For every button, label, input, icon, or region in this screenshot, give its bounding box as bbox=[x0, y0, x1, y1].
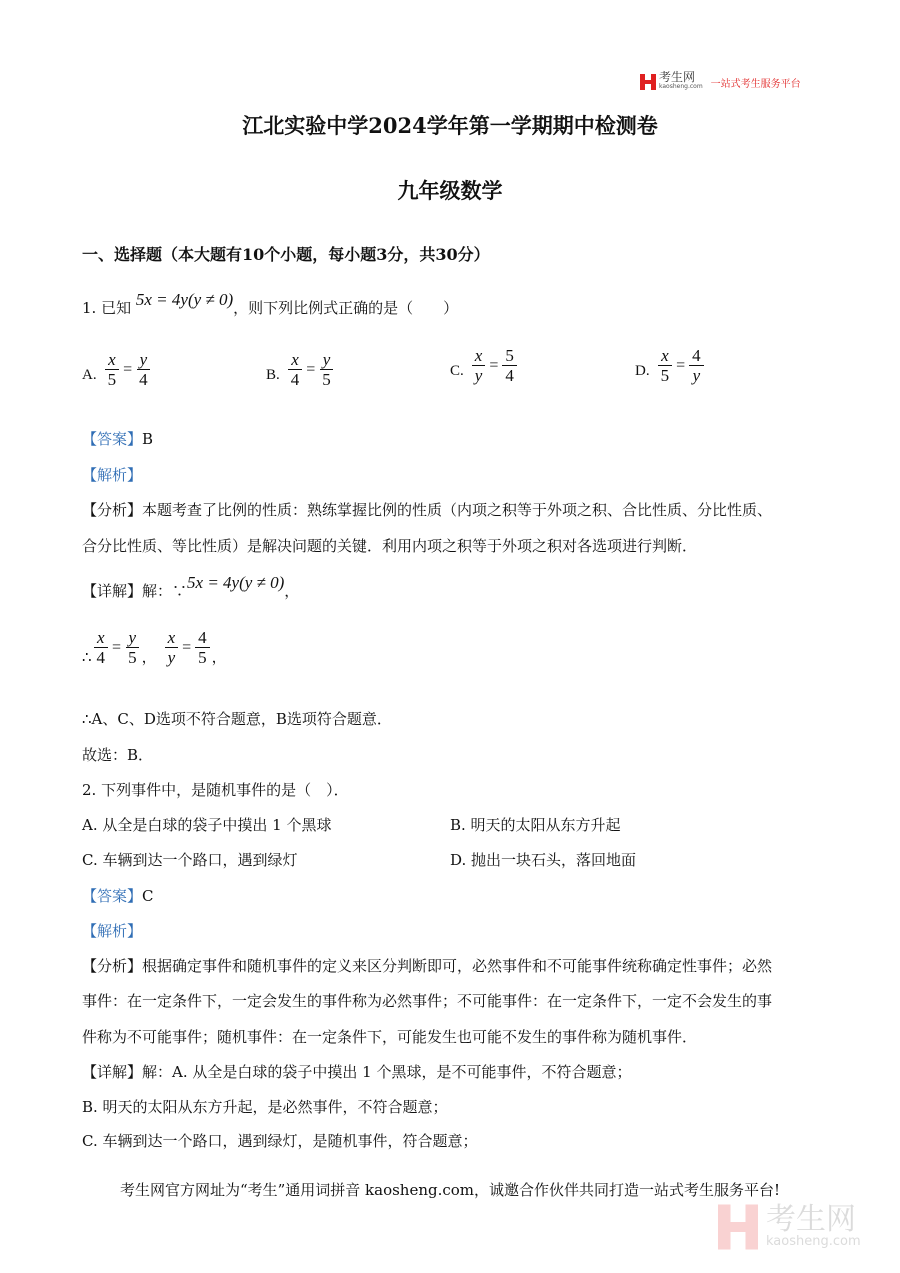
q2-fenxi-1 bbox=[82, 956, 772, 976]
frac-den: 5 bbox=[660, 366, 670, 385]
q2-fenxi-3: 件称为不可能事件；随机事件：在一定条件下，可能发生也可能不发生的事件称为随机事件． bbox=[82, 1028, 698, 1046]
q1-guxuan: 故选：B． bbox=[82, 746, 154, 764]
frac-num: x bbox=[105, 350, 119, 370]
answer-value: B bbox=[142, 430, 154, 448]
frac-den: 4 bbox=[290, 370, 300, 389]
q2-fenxi-2: 事件：在一定条件下，一定会发生的事件称为必然事件；不可能事件：在一定条件下，一定不会发生的事 bbox=[82, 992, 773, 1010]
q2-xiangjie-1 bbox=[82, 1062, 631, 1082]
fenxi-text: 本题考查了比例的性质：熟练掌握比例的性质（内项之积等于外项之积、合比性质、分比性质、 bbox=[142, 501, 773, 519]
frac-num: y bbox=[320, 350, 334, 370]
frac-num: y bbox=[126, 628, 140, 648]
frac-num: 4 bbox=[689, 346, 704, 366]
watermark-logo-icon bbox=[718, 1204, 758, 1250]
q1-suffix: ，则下列比例式正确的是（ ） bbox=[233, 299, 459, 317]
q1-conclusion: ∴A、C、D选项不符合题意，B选项符合题意． bbox=[82, 710, 392, 728]
xiangjie-tag: 【详解】 bbox=[82, 1063, 143, 1081]
q1-derivation: ∴ $\frac{x}{4}$ = $\frac{y}{5}$ ， $\frac{x}{y}$ = $\frac{4}{5}$ ， bbox=[82, 628, 227, 667]
frac-den: y bbox=[692, 366, 701, 385]
q1-stem bbox=[82, 290, 459, 318]
frac-num: x bbox=[94, 628, 108, 648]
frac-num: x bbox=[165, 628, 179, 648]
footer-text: 考生网官方网址为“考生”通用词拼音 kaosheng.com，诚邀合作伙伴共同打造一站式考生服务平台! bbox=[119, 1181, 781, 1199]
q1-fenxi-2: 合分比性质、等比性质）是解决问题的关键．利用内项之积等于外项之积对各选项进行判断． bbox=[82, 537, 698, 555]
logo-slogan: 一站式考生服务平台 bbox=[710, 78, 801, 90]
q1-xiangjie: 【详解】解：∵5x = 4y(y ≠ 0)， bbox=[82, 573, 300, 600]
q2-option-b: B. 明天的太阳从东方升起 bbox=[450, 816, 621, 834]
q1-option-c: C. $\frac{x}{y}$ = $\frac{5}{4}$ bbox=[450, 346, 519, 385]
q2-xiangjie-3: C. 车辆到达一个路口，遇到绿灯，是随机事件，符合题意； bbox=[82, 1132, 478, 1150]
q2-xiangjie-2: B. 明天的太阳从东方升起，是必然事件，不符合题意； bbox=[82, 1098, 448, 1116]
answer-tag: 【答案】 bbox=[82, 430, 143, 448]
option-label: A. bbox=[82, 367, 97, 383]
frac-num: x bbox=[658, 346, 672, 366]
frac-den: y bbox=[167, 648, 176, 667]
kaosheng-logo bbox=[640, 72, 801, 92]
logo-domain: kaosheng.com bbox=[659, 83, 703, 90]
q1-prefix: 1. 已知 bbox=[82, 299, 132, 317]
page-title: 江北实验中学2024学年第一学期期中检测卷 bbox=[242, 113, 658, 138]
frac-den: 5 bbox=[198, 648, 207, 667]
frac-num: y bbox=[137, 350, 151, 370]
frac-num: x bbox=[288, 350, 302, 370]
frac-den: y bbox=[474, 366, 483, 385]
answer-value: C bbox=[142, 887, 154, 905]
q1-answer bbox=[82, 429, 153, 449]
xiangjie-tag: 【详解】 bbox=[82, 582, 143, 600]
q2-answer bbox=[82, 886, 154, 906]
q2-option-d: D. 抛出一块石头，落回地面 bbox=[450, 851, 637, 869]
frac-den: 5 bbox=[107, 370, 117, 389]
logo-text: 考生网 bbox=[659, 70, 696, 84]
q2-option-a: A. 从全是白球的袋子中摸出 1 个黑球 bbox=[82, 816, 332, 834]
xiangjie-text: 解：A. 从全是白球的袋子中摸出 1 个黑球，是不可能事件，不符合题意； bbox=[142, 1063, 632, 1081]
answer-tag: 【答案】 bbox=[82, 887, 143, 905]
fenxi-tag: 【分析】 bbox=[82, 501, 143, 519]
kaosheng-logo-icon bbox=[640, 74, 656, 90]
frac-den: 5 bbox=[322, 370, 331, 389]
q2-option-c: C. 车辆到达一个路口，遇到绿灯 bbox=[82, 851, 298, 869]
frac-den: 4 bbox=[505, 366, 514, 385]
q2-stem: 2. 下列事件中，是随机事件的是（ ）． bbox=[82, 781, 349, 799]
q1-option-d: D. $\frac{x}{5}$ = $\frac{4}{y}$ bbox=[635, 346, 706, 385]
q1-fenxi-1 bbox=[82, 500, 772, 520]
watermark-domain: kaosheng.com bbox=[766, 1234, 861, 1249]
frac-den: 4 bbox=[96, 648, 106, 667]
q1-option-b: B. $\frac{x}{4}$ = $\frac{y}{5}$ bbox=[266, 350, 336, 389]
frac-num: 5 bbox=[502, 346, 517, 366]
q1-analysis-tag: 【解析】 bbox=[82, 466, 143, 484]
option-label: C. bbox=[450, 363, 464, 379]
therefore-symbol: ∴ bbox=[82, 647, 92, 666]
section-heading: 一、选择题（本大题有10个小题，每小题3分，共30分） bbox=[82, 245, 490, 264]
watermark-text: 考生网 bbox=[766, 1202, 856, 1237]
frac-num: x bbox=[472, 346, 486, 366]
page-subtitle: 九年级数学 bbox=[397, 178, 503, 203]
kaosheng-watermark bbox=[718, 1204, 861, 1250]
fenxi-tag: 【分析】 bbox=[82, 957, 143, 975]
q1-condition: 5x = 4y(y ≠ 0) bbox=[135, 290, 234, 309]
frac-den: 5 bbox=[128, 648, 137, 667]
condition-formula: 5x = 4y(y ≠ 0) bbox=[187, 573, 285, 592]
fenxi-text: 根据确定事件和随机事件的定义来区分判断即可，必然事件和不可能事件统称确定性事件；必然 bbox=[142, 957, 773, 975]
frac-num: 4 bbox=[195, 628, 210, 648]
q2-analysis-tag: 【解析】 bbox=[82, 922, 143, 940]
xiangjie-text: 解：∵ bbox=[142, 582, 188, 600]
q1-option-a: A. $\frac{x}{5}$ = $\frac{y}{4}$ bbox=[82, 350, 153, 389]
frac-den: 4 bbox=[139, 370, 148, 389]
option-label: B. bbox=[266, 367, 280, 383]
option-label: D. bbox=[635, 363, 650, 379]
